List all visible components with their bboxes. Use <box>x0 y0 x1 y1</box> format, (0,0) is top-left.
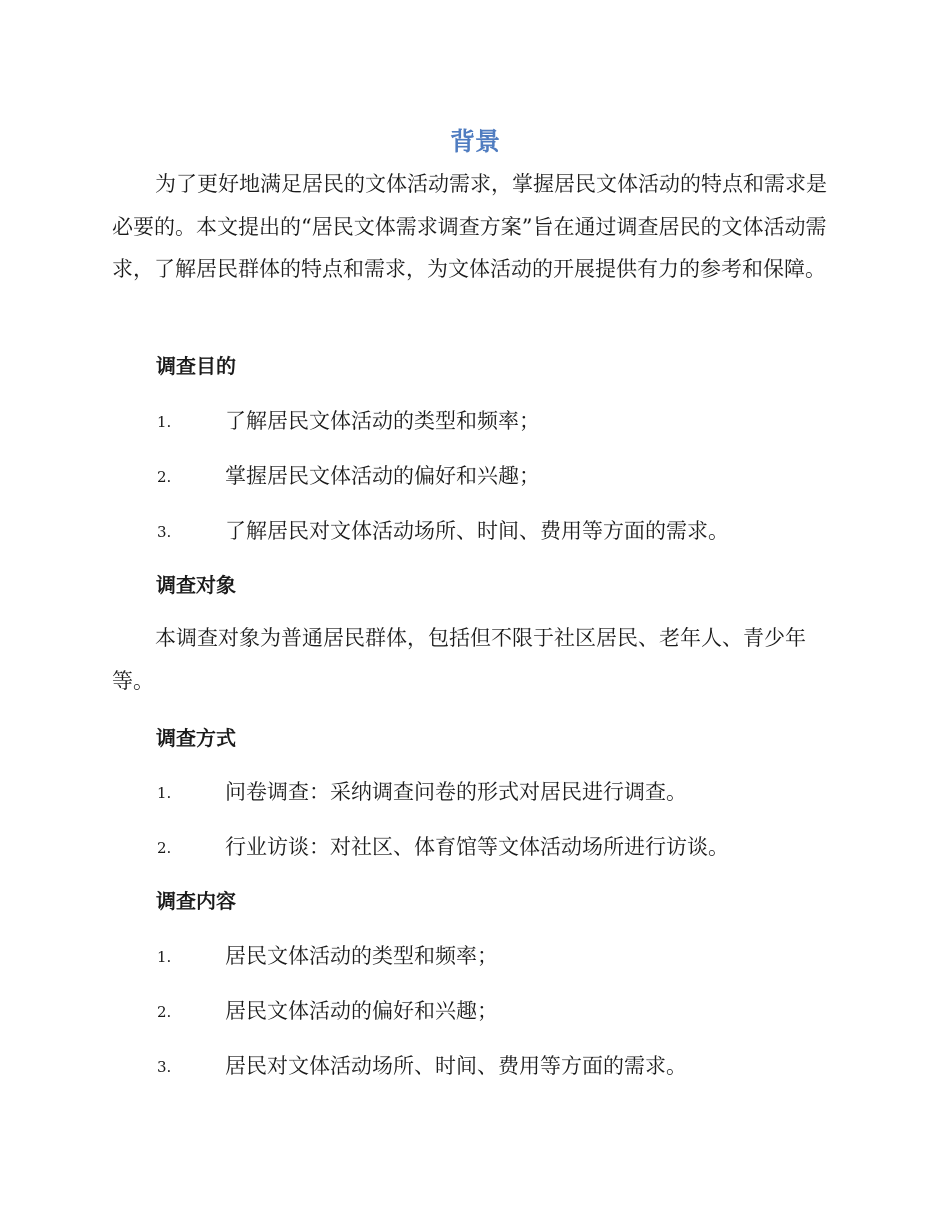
list-item-number: 1. <box>157 413 172 431</box>
list-item-number: 1. <box>157 948 172 966</box>
list-item-number: 1. <box>157 784 172 802</box>
list-item <box>0 516 950 546</box>
list-item <box>0 1051 950 1081</box>
list-item-text: 居民文体活动的类型和频率； <box>225 944 498 968</box>
list-item <box>0 777 950 807</box>
page-title: 背景 <box>449 127 500 156</box>
list-item <box>0 832 950 862</box>
list-item-text: 掌握居民文体活动的偏好和兴趣； <box>225 464 540 488</box>
list-item <box>0 406 950 436</box>
list-item-number: 2. <box>157 1003 172 1021</box>
list-item-text: 居民对文体活动场所、时间、费用等方面的需求。 <box>225 1054 687 1078</box>
list-item-text: 问卷调查：采纳调查问卷的形式对居民进行调查。 <box>225 780 687 804</box>
section-heading-content: 调查内容 <box>156 889 236 913</box>
list-item-number: 3. <box>157 523 172 541</box>
list-item <box>0 996 950 1026</box>
list-item-text: 了解居民文体活动的类型和频率； <box>225 409 540 433</box>
list-item-number: 2. <box>157 839 172 857</box>
list-item-text: 居民文体活动的偏好和兴趣； <box>225 999 498 1023</box>
background-paragraph: 为了更好地满足居民的文体活动需求，掌握居民文体活动的特点和需求是必要的。本文提出的“居民文体需求调查方案”旨在通过调查居民的文体活动需求，了解居民群体的特点和需求，为文体活动的开展提供有力的参考和保障。 <box>112 172 827 281</box>
section-heading-methods: 调查方式 <box>156 726 236 750</box>
list-item-text: 行业访谈：对社区、体育馆等文体活动场所进行访谈。 <box>225 835 729 859</box>
section-heading-subjects: 调查对象 <box>156 573 236 597</box>
list-item <box>0 941 950 971</box>
list-item-text: 了解居民对文体活动场所、时间、费用等方面的需求。 <box>225 519 729 543</box>
list-item-number: 2. <box>157 468 172 486</box>
list-item <box>0 461 950 491</box>
section-heading-purpose: 调查目的 <box>156 354 236 378</box>
subjects-paragraph: 本调查对象为普通居民群体，包括但不限于社区居民、老年人、青少年等。 <box>112 626 806 693</box>
list-item-number: 3. <box>157 1058 172 1076</box>
